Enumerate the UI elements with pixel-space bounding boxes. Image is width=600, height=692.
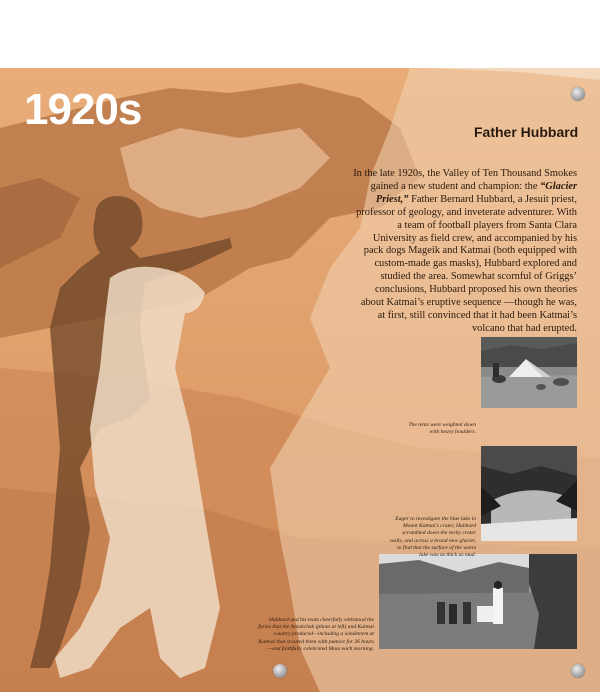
photo-tents [481, 337, 577, 408]
decade-heading: 1920s [24, 85, 142, 134]
article-text-end: Father Bernard Hubbard, a Jesuit priest, professor of geology, and inveterate adventurer. With a team of football players from Santa Clara University as field crew, and accompanied by his pack dogs Mageik and Katmai (both equipped with custom-made gas masks), Hubbard explored and studied the area. Somewhat scornful of Griggs’ conclusions, Hubbard proposed his own theories about Katmai’s eruptive sequence —though he was, at first, still convinced that it had been Katmai’s volcano that had erupted. [356, 193, 577, 334]
section-title: Father Hubbard [474, 124, 579, 140]
torn-edge [0, 0, 600, 80]
photo-crater-lake [481, 446, 577, 541]
caption-crater-lake: Eager to investigate the blue lake in Mount Katmai’s crater, Hubbard scrambled down the rocky crater walls, and across a brand new glacier, to find that the surface of the warm lake was as thick as mud. [389, 516, 476, 559]
caption-tents: The tents were weighted down with heavy boulders. [408, 422, 476, 436]
photo-mass [379, 554, 577, 649]
mounting-bolt-bottom-right [571, 664, 585, 678]
article-text-start: In the late 1920s, the Valley of Ten Thousand Smokes gained a new student and champion: the [353, 168, 577, 192]
mounting-bolt-top-right [571, 87, 585, 101]
exhibit-panel [0, 68, 600, 692]
article-body [352, 168, 577, 336]
article-emphasis: “Glacier Priest,” [375, 180, 577, 205]
mounting-bolt-bottom-left [273, 664, 287, 678]
caption-mass: Hubbard and his team cheerfully withstood the furies that the Aniakchak (photo at left) and Katmai country produced—including a windstorm at Katmai that scoured them with pumice for 36 hours—and faithfully celebrated Mass each morning. [258, 617, 374, 652]
